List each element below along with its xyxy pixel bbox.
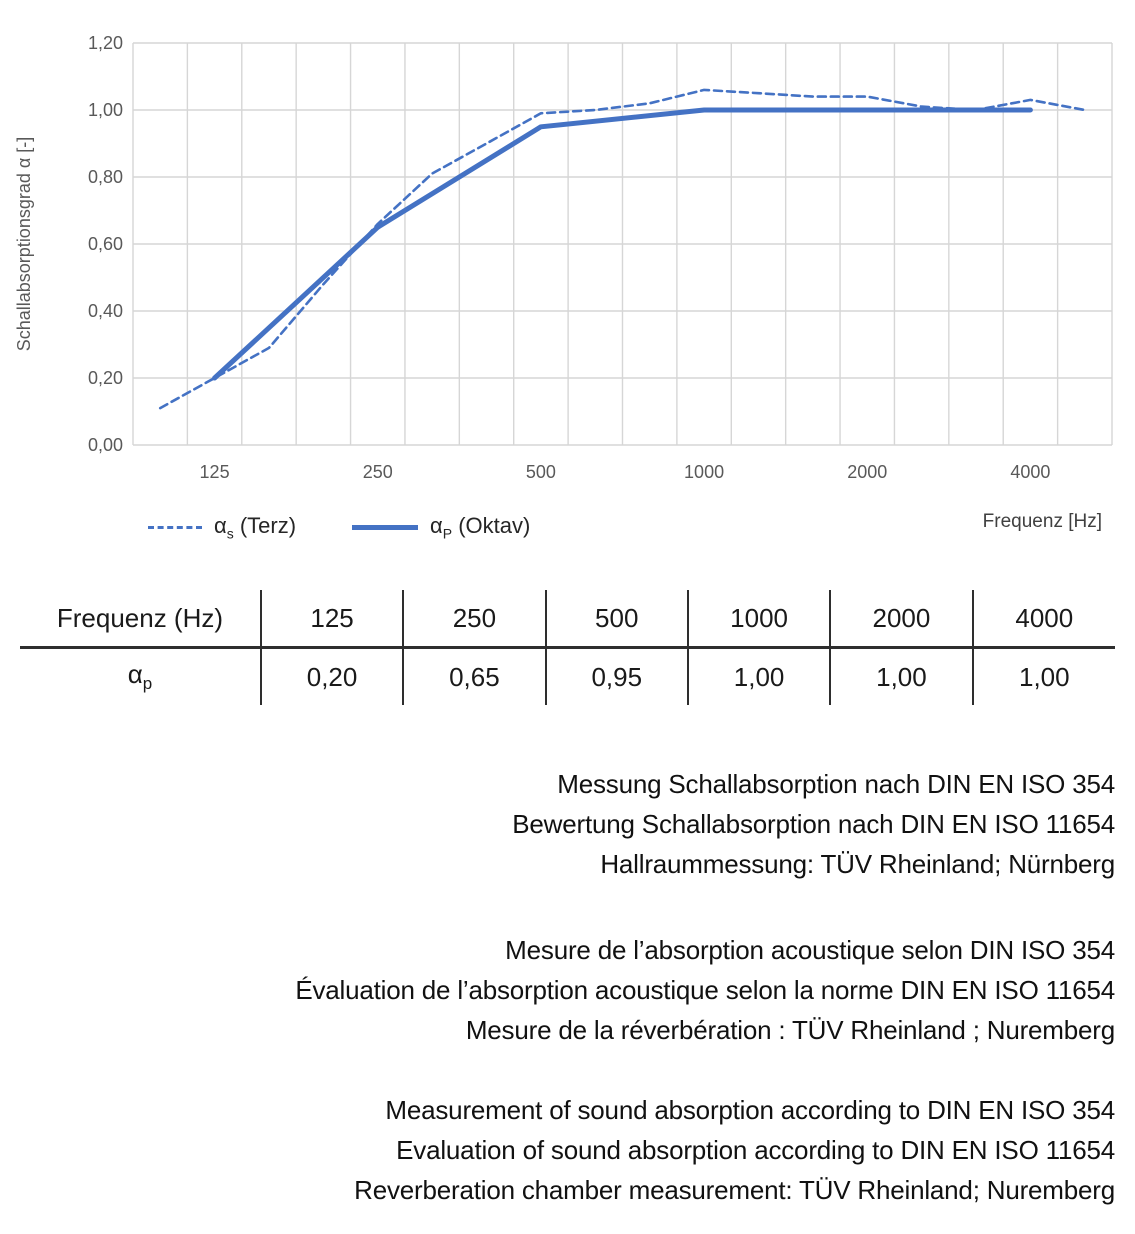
table-header-4000: 4000 — [973, 590, 1115, 648]
table-header-125: 125 — [261, 590, 403, 648]
x-tick-label: 500 — [525, 462, 556, 482]
x-tick-label: 250 — [362, 462, 393, 482]
note-line: Measurement of sound absorption according to DIN EN ISO 354 — [385, 1095, 1115, 1125]
alpha-p-row-label: $\alpha_p$ — [127, 659, 153, 694]
alpha-p-125: 0,20 — [261, 648, 403, 706]
y-tick-label: 0,00 — [87, 435, 123, 455]
y-tick-label: 0,40 — [87, 301, 123, 321]
x-tick-label: 4000 — [1010, 462, 1051, 482]
alpha-p-250: 0,65 — [403, 648, 545, 706]
y-tick-label: 1,00 — [87, 100, 123, 120]
notes-german — [0, 764, 1115, 884]
y-tick-label: 0,20 — [87, 368, 123, 388]
table-header-1000: 1000 — [688, 590, 830, 648]
note-line: Evaluation of sound absorption according to DIN EN ISO 11654 — [396, 1135, 1115, 1165]
y-tick-label: 1,20 — [87, 33, 123, 53]
table-value-row — [20, 648, 1115, 706]
table-header-500: 500 — [546, 590, 688, 648]
y-tick-label: 0,60 — [87, 234, 123, 254]
note-line: Mesure de l’absorption acoustique selon DIN ISO 354 — [505, 935, 1115, 965]
alpha-p-1000: 1,00 — [688, 648, 830, 706]
note-line: Reverberation chamber measurement: TÜV Rheinland; Nuremberg — [354, 1175, 1115, 1205]
alpha-p-2000: 1,00 — [830, 648, 972, 706]
note-line: Évaluation de l’absorption acoustique selon la norme DIN EN ISO 11654 — [295, 975, 1115, 1005]
note-line: Bewertung Schallabsorption nach DIN EN ISO 11654 — [512, 809, 1115, 839]
absorption-chart — [0, 0, 1135, 500]
y-tick-label: 0,80 — [87, 167, 123, 187]
note-line: Hallraummessung: TÜV Rheinland; Nürnberg — [600, 849, 1115, 879]
note-line: Mesure de la réverbération : TÜV Rheinland ; Nuremberg — [465, 1015, 1115, 1045]
table-header-row — [20, 590, 1115, 648]
chart-legend — [148, 513, 530, 541]
table-header-frequency: Frequenz (Hz) — [20, 590, 261, 648]
note-line: Messung Schallabsorption nach DIN EN ISO 354 — [557, 769, 1115, 799]
table-header-250: 250 — [403, 590, 545, 648]
y-axis-title: Schallabsorptionsgrad α [-] — [14, 136, 34, 352]
alpha-p-4000: 1,00 — [973, 648, 1115, 706]
legend-item-oktav — [352, 513, 530, 541]
alpha-p-500: 0,95 — [546, 648, 688, 706]
legend-item-terz — [148, 513, 296, 541]
solid-line-sample — [352, 525, 418, 530]
alpha-p-table — [20, 590, 1115, 705]
x-tick-label: 1000 — [684, 462, 725, 482]
x-tick-label: 2000 — [847, 462, 888, 482]
dashed-line-sample — [148, 526, 202, 529]
notes-french — [0, 930, 1115, 1050]
notes-english — [0, 1090, 1115, 1210]
x-axis-title: Frequenz [Hz] — [982, 511, 1102, 532]
table-header-2000: 2000 — [830, 590, 972, 648]
x-tick-label: 125 — [199, 462, 230, 482]
legend-label-terz: $\alpha_s$ (Terz) — [214, 513, 297, 542]
legend-label-oktav: $\alpha_P$ (Oktav) — [430, 513, 531, 542]
